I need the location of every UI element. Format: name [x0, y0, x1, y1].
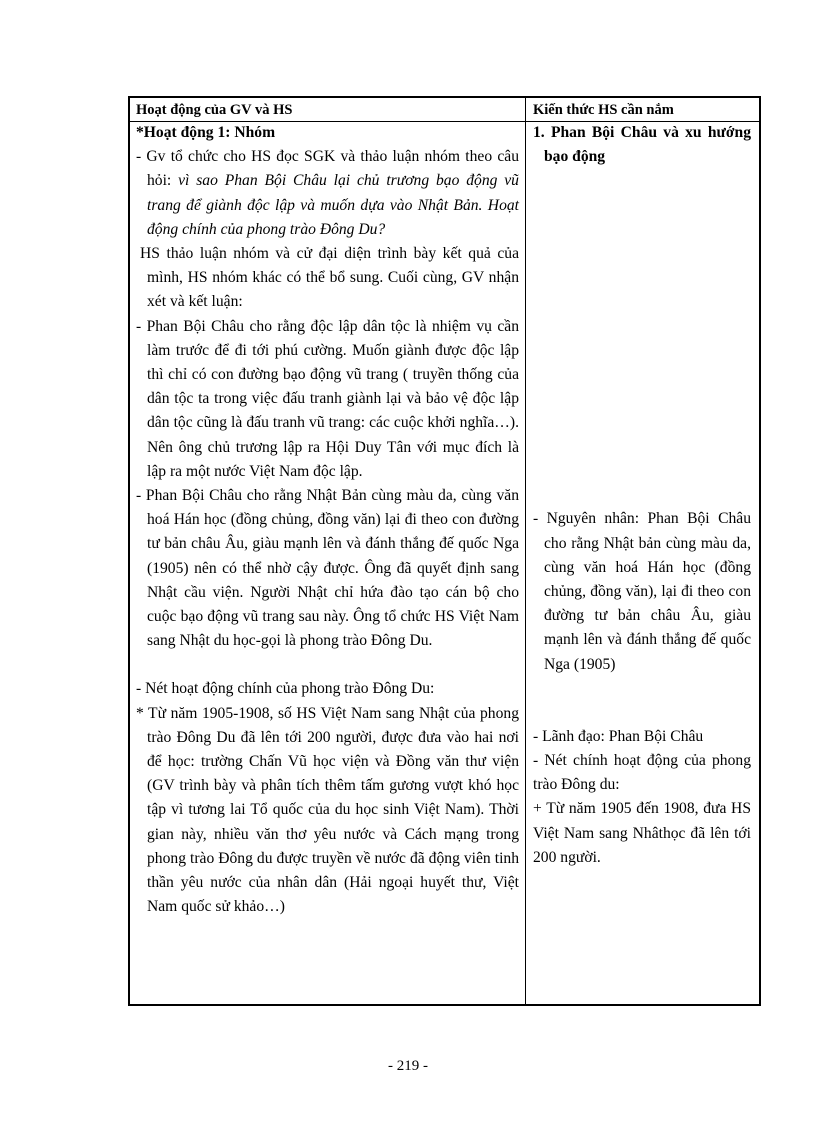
conclusion-paragraph-1: - Phan Bội Châu cho rằng độc lập dân tộc là nhiệm vụ cần làm trước để đi tới phú cường. Muốn giành được độc lập thì chỉ có con đường bạo động vũ trang ( truyền thống của dân tộc ta trong việc đấu tranh giành lại và bảo vệ độc lập dân tộc cũng là đấu tranh vũ trang: các cuộc khởi nghĩa…). Nên ông chủ trương lập ra Hội Duy Tân với mục đích là lập ra một nước Việt Nam độc lập. — [136, 317, 519, 480]
task-paragraph — [136, 145, 519, 242]
main-activity-detail: * Từ năm 1905-1908, số HS Việt Nam sang Nhật của phong trào Đông Du đã lên tới 200 người, được đưa vào hai nơi để học: trường Chấn Vũ học viện và Đồng văn thư viện (GV trình bày và phân tích thêm tấm gương vượt khó học tập vì tương lai Tổ quốc của du học sinh Việt Nam). Thời gian này, nhiều văn thơ yêu nước và Cách mạng trong phong trào Đông du được truyền về nước đã động viên tinh thần yêu nước của nhân dân (Hải ngoại huyết thư, Việt Nam quốc sử khảo…) — [136, 704, 519, 916]
main-activity-heading: - Nét hoạt động chính của phong trào Đông Du: — [136, 680, 435, 698]
discussion-paragraph: HS thảo luận nhóm và cử đại diện trình bày kết quả của mình, HS nhóm khác có thể bổ sung. Cuối cùng, GV nhận xét và kết luận: — [140, 245, 519, 311]
header-left: Hoạt động của GV và HS — [136, 102, 293, 118]
column-divider — [525, 98, 526, 1004]
cause-paragraph: - Nguyên nhân: Phan Bội Châu cho rằng Nhật bản cùng màu da, cùng văn hoá Hán học (đồng chủng, đồng văn), lại đi theo con đường tư bản châu Âu, giàu mạnh lên và đánh thắng đế quốc Nga (1905) — [533, 510, 751, 673]
left-column — [136, 121, 519, 920]
page-number: - 219 - — [388, 1058, 428, 1074]
main-activity-summary: - Nét chính hoạt động của phong trào Đông du: — [533, 752, 751, 794]
leader-line: - Lãnh đạo: Phan Bội Châu — [533, 727, 704, 745]
header-right: Kiến thức HS cần nắm — [533, 102, 674, 118]
right-column — [533, 121, 751, 870]
spacer — [136, 653, 519, 677]
task-question: vì sao Phan Bội Châu lại chủ trương bạo động vũ trang để giành độc lập và muốn dựa vào Nhật Bản. Hoạt động chính của phong trào Đông Du? — [147, 172, 519, 238]
task-text: - Gv tổ chức cho HS đọc SGK và thảo luận nhóm theo câu hỏi: — [136, 148, 519, 190]
section-title: 1. Phan Bội Châu và xu hướng bạo động — [533, 124, 751, 166]
detail-summary: + Từ năm 1905 đến 1908, đưa HS Việt Nam sang Nhâthọc đã lên tới 200 người. — [533, 800, 751, 866]
activity-title: *Hoạt động 1: Nhóm — [136, 124, 276, 141]
conclusion-paragraph-2: - Phan Bội Châu cho rằng Nhật Bản cùng màu da, cùng văn hoá Hán học (đồng chủng, đồng văn) lại đi theo con đường tư bản châu Âu, giàu mạnh lên và đánh thắng đế quốc Nga (1905) nên có thể nhờ cậy được. Ông đã quyết định sang Nhật cầu viện. Người Nhật chỉ hứa đào tạo cán bộ cho cuộc bạo động vũ trang sau này. Ông tổ chức HS Việt Nam sang Nhật du học-gọi là phong trào Đông Du. — [136, 487, 519, 650]
lesson-table — [128, 96, 761, 1006]
